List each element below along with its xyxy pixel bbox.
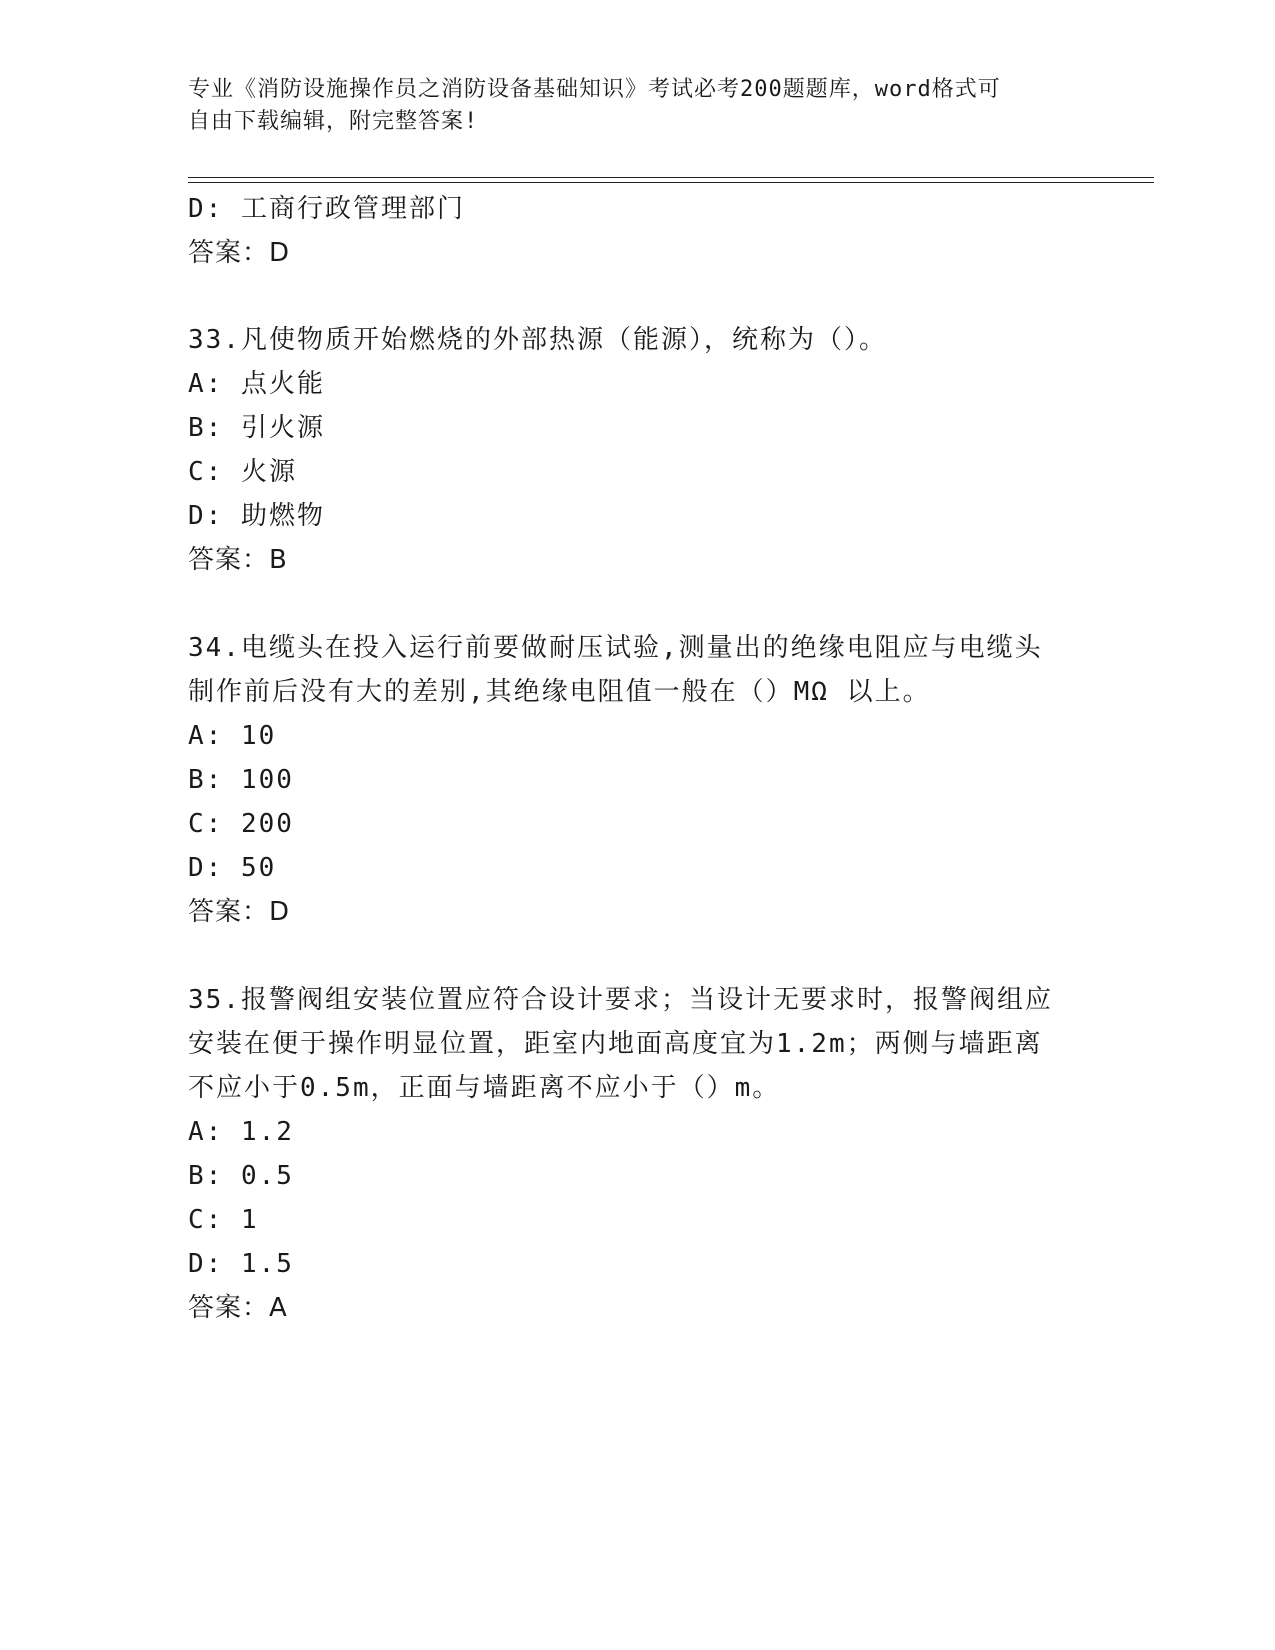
q33-question: 33.凡使物质开始燃烧的外部热源（能源），统称为（）。 <box>188 325 887 355</box>
q33-option-c: C: 火源 <box>188 457 297 487</box>
header-divider-top <box>188 177 1154 178</box>
q33-option-b: B: 引火源 <box>188 413 325 443</box>
q35-option-a: A: 1.2 <box>188 1117 294 1147</box>
q33-option-d: D: 助燃物 <box>188 501 325 531</box>
header-line-1: 专业《消防设施操作员之消防设备基础知识》考试必考200题题库，word格式可 <box>188 77 1001 102</box>
q34-option-a: A: 10 <box>188 721 277 751</box>
header-divider-bottom <box>188 182 1154 183</box>
q33-answer: 答案：B <box>188 545 288 575</box>
q34-option-c: C: 200 <box>188 809 294 839</box>
q35-option-d: D: 1.5 <box>188 1249 294 1279</box>
document-header <box>188 74 1088 138</box>
q33-option-a: A: 点火能 <box>188 369 325 399</box>
q34-question-line-1: 34.电缆头在投入运行前要做耐压试验,测量出的绝缘电阻应与电缆头 <box>188 633 1043 663</box>
q34-question-line-2: 制作前后没有大的差别,其绝缘电阻值一般在（）MΩ 以上。 <box>188 677 931 707</box>
q35-question-line-1: 35.报警阀组安装位置应符合设计要求；当设计无要求时，报警阀组应 <box>188 985 1053 1015</box>
q35-option-b: B: 0.5 <box>188 1161 294 1191</box>
q35-question-line-2: 安装在便于操作明显位置，距室内地面高度宜为1.2m；两侧与墙距离 <box>188 1029 1043 1059</box>
prev-option-d: D: 工商行政管理部门 <box>188 194 465 224</box>
q35-answer: 答案：A <box>188 1293 288 1323</box>
q34-option-b: B: 100 <box>188 765 294 795</box>
q34-answer: 答案：D <box>188 897 291 927</box>
q34-option-d: D: 50 <box>188 853 277 883</box>
q35-option-c: C: 1 <box>188 1205 259 1235</box>
header-line-2: 自由下载编辑，附完整答案! <box>188 109 479 134</box>
prev-answer: 答案：D <box>188 238 291 268</box>
q35-question-line-3: 不应小于0.5m，正面与墙距离不应小于（）m。 <box>188 1073 781 1103</box>
